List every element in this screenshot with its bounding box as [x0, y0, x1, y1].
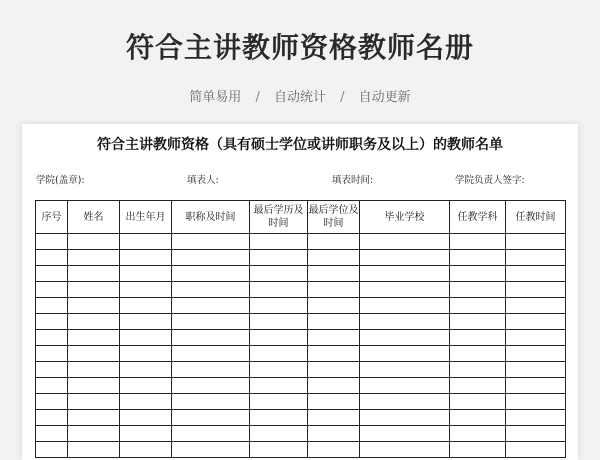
table-cell[interactable] — [308, 314, 360, 330]
meta-school: 学院(盖章): — [36, 175, 85, 186]
table-cell[interactable] — [360, 394, 450, 410]
table-cell[interactable] — [250, 330, 308, 346]
table-cell[interactable] — [172, 362, 250, 378]
subtitle-tags — [0, 86, 600, 105]
spreadsheet-preview — [22, 124, 578, 460]
table-cell[interactable] — [36, 314, 68, 330]
table-cell[interactable] — [360, 250, 450, 266]
table-cell[interactable] — [68, 442, 120, 458]
tag-auto-stat: 自动统计 — [273, 90, 326, 105]
table-row — [36, 426, 566, 442]
tag-separator: / — [255, 90, 260, 105]
table-cell[interactable] — [506, 266, 566, 282]
teacher-roster-table — [35, 200, 566, 458]
table-row — [36, 266, 566, 282]
table-cell[interactable] — [172, 410, 250, 426]
table-cell[interactable] — [172, 426, 250, 442]
table-cell[interactable] — [506, 298, 566, 314]
table-cell[interactable] — [68, 394, 120, 410]
table-cell[interactable] — [172, 234, 250, 250]
table-row — [36, 282, 566, 298]
col-header: 职称及时间 — [172, 201, 250, 234]
meta-fill-time: 填表时间: — [332, 175, 374, 186]
col-header: 出生年月 — [120, 201, 172, 234]
table-cell[interactable] — [36, 234, 68, 250]
table-cell[interactable] — [120, 282, 172, 298]
table-cell[interactable] — [308, 378, 360, 394]
table-cell[interactable] — [172, 266, 250, 282]
table-cell[interactable] — [308, 362, 360, 378]
table-cell[interactable] — [250, 282, 308, 298]
table-cell[interactable] — [450, 426, 506, 442]
table-row — [36, 410, 566, 426]
table-cell[interactable] — [506, 282, 566, 298]
table-cell[interactable] — [36, 410, 68, 426]
table-cell[interactable] — [36, 330, 68, 346]
table-cell[interactable] — [36, 266, 68, 282]
table-cell[interactable] — [172, 346, 250, 362]
table-cell[interactable] — [68, 298, 120, 314]
table-row — [36, 394, 566, 410]
table-cell[interactable] — [68, 362, 120, 378]
table-cell[interactable] — [250, 234, 308, 250]
table-cell[interactable] — [450, 410, 506, 426]
tag-easy: 简单易用 — [189, 90, 242, 105]
table-cell[interactable] — [120, 378, 172, 394]
table-cell[interactable] — [360, 234, 450, 250]
table-cell[interactable] — [36, 394, 68, 410]
table-cell[interactable] — [36, 250, 68, 266]
table-row — [36, 330, 566, 346]
table-cell[interactable] — [250, 410, 308, 426]
table-cell[interactable] — [68, 282, 120, 298]
table-cell[interactable] — [506, 394, 566, 410]
table-cell[interactable] — [308, 410, 360, 426]
table-cell[interactable] — [250, 250, 308, 266]
table-cell[interactable] — [450, 298, 506, 314]
table-row — [36, 378, 566, 394]
table-cell[interactable] — [450, 250, 506, 266]
table-cell[interactable] — [450, 282, 506, 298]
table-cell[interactable] — [250, 426, 308, 442]
table-cell[interactable] — [68, 330, 120, 346]
table-cell[interactable] — [506, 442, 566, 458]
table-cell[interactable] — [68, 410, 120, 426]
table-cell[interactable] — [172, 250, 250, 266]
table-cell[interactable] — [250, 378, 308, 394]
table-cell[interactable] — [450, 346, 506, 362]
table-cell[interactable] — [450, 234, 506, 250]
table-row — [36, 346, 566, 362]
sheet-title: 符合主讲教师资格（具有硕士学位或讲师职务及以上）的教师名单 — [97, 137, 503, 153]
table-cell[interactable] — [120, 394, 172, 410]
table-cell[interactable] — [450, 330, 506, 346]
table-cell[interactable] — [250, 442, 308, 458]
col-header: 任教时间 — [506, 201, 566, 234]
table-cell[interactable] — [68, 378, 120, 394]
table-cell[interactable] — [120, 346, 172, 362]
table-cell[interactable] — [36, 442, 68, 458]
table-cell[interactable] — [450, 362, 506, 378]
table-cell[interactable] — [360, 442, 450, 458]
table-cell[interactable] — [506, 314, 566, 330]
table-cell[interactable] — [36, 426, 68, 442]
table-cell[interactable] — [120, 426, 172, 442]
table-row — [36, 234, 566, 250]
table-cell[interactable] — [120, 250, 172, 266]
table-cell[interactable] — [506, 346, 566, 362]
table-cell[interactable] — [120, 234, 172, 250]
table-cell[interactable] — [172, 314, 250, 330]
table-row — [36, 442, 566, 458]
table-cell[interactable] — [308, 250, 360, 266]
table-cell[interactable] — [68, 346, 120, 362]
table-row — [36, 362, 566, 378]
meta-leader-sign: 学院负责人签字: — [455, 175, 525, 186]
table-cell[interactable] — [250, 298, 308, 314]
table-cell[interactable] — [250, 266, 308, 282]
table-cell[interactable] — [506, 330, 566, 346]
table-cell[interactable] — [360, 330, 450, 346]
table-cell[interactable] — [450, 442, 506, 458]
col-header: 姓名 — [68, 201, 120, 234]
table-cell[interactable] — [250, 362, 308, 378]
table-cell[interactable] — [308, 282, 360, 298]
table-cell[interactable] — [36, 378, 68, 394]
table-cell[interactable] — [172, 330, 250, 346]
table-cell[interactable] — [450, 266, 506, 282]
table-header-row — [36, 201, 566, 234]
table-cell[interactable] — [360, 314, 450, 330]
table-cell[interactable] — [36, 362, 68, 378]
table-cell[interactable] — [120, 442, 172, 458]
tag-auto-update: 自动更新 — [358, 90, 411, 105]
table-cell[interactable] — [120, 314, 172, 330]
table-cell[interactable] — [450, 314, 506, 330]
table-cell[interactable] — [360, 426, 450, 442]
col-header: 序号 — [36, 201, 68, 234]
table-cell[interactable] — [250, 394, 308, 410]
table-row — [36, 298, 566, 314]
table-cell[interactable] — [120, 410, 172, 426]
table-cell[interactable] — [308, 426, 360, 442]
table-cell[interactable] — [36, 298, 68, 314]
col-header: 最后学位及时间 — [308, 201, 360, 234]
table-cell[interactable] — [360, 298, 450, 314]
table-cell[interactable] — [308, 442, 360, 458]
table-cell[interactable] — [120, 330, 172, 346]
table-cell[interactable] — [506, 362, 566, 378]
table-cell[interactable] — [36, 346, 68, 362]
table-cell[interactable] — [360, 346, 450, 362]
table-cell[interactable] — [68, 234, 120, 250]
col-header: 毕业学校 — [360, 201, 450, 234]
table-cell[interactable] — [308, 330, 360, 346]
table-cell[interactable] — [506, 410, 566, 426]
table-cell[interactable] — [308, 266, 360, 282]
table-cell[interactable] — [68, 426, 120, 442]
table-cell[interactable] — [68, 314, 120, 330]
table-cell[interactable] — [308, 394, 360, 410]
table-cell[interactable] — [250, 314, 308, 330]
table-cell[interactable] — [308, 298, 360, 314]
table-cell[interactable] — [36, 282, 68, 298]
table-cell[interactable] — [360, 378, 450, 394]
table-cell[interactable] — [308, 234, 360, 250]
table-cell[interactable] — [250, 346, 308, 362]
meta-filler: 填表人: — [187, 175, 219, 186]
table-cell[interactable] — [120, 266, 172, 282]
table-cell[interactable] — [120, 362, 172, 378]
table-cell[interactable] — [308, 346, 360, 362]
table-cell[interactable] — [172, 394, 250, 410]
table-cell[interactable] — [360, 362, 450, 378]
table-cell[interactable] — [172, 298, 250, 314]
table-cell[interactable] — [172, 282, 250, 298]
hero-title: 符合主讲教师资格教师名册 — [125, 31, 474, 64]
table-cell[interactable] — [68, 250, 120, 266]
table-cell[interactable] — [506, 250, 566, 266]
tag-separator: / — [340, 90, 345, 105]
table-cell[interactable] — [172, 442, 250, 458]
table-cell[interactable] — [360, 266, 450, 282]
table-cell[interactable] — [120, 298, 172, 314]
col-header: 任教学科 — [450, 201, 506, 234]
table-cell[interactable] — [506, 426, 566, 442]
table-cell[interactable] — [450, 378, 506, 394]
table-row — [36, 314, 566, 330]
table-cell[interactable] — [360, 410, 450, 426]
table-cell[interactable] — [360, 282, 450, 298]
table-cell[interactable] — [450, 394, 506, 410]
table-cell[interactable] — [68, 266, 120, 282]
table-row — [36, 250, 566, 266]
table-cell[interactable] — [506, 378, 566, 394]
table-body — [36, 234, 566, 458]
col-header: 最后学历及时间 — [250, 201, 308, 234]
table-cell[interactable] — [172, 378, 250, 394]
table-cell[interactable] — [506, 234, 566, 250]
